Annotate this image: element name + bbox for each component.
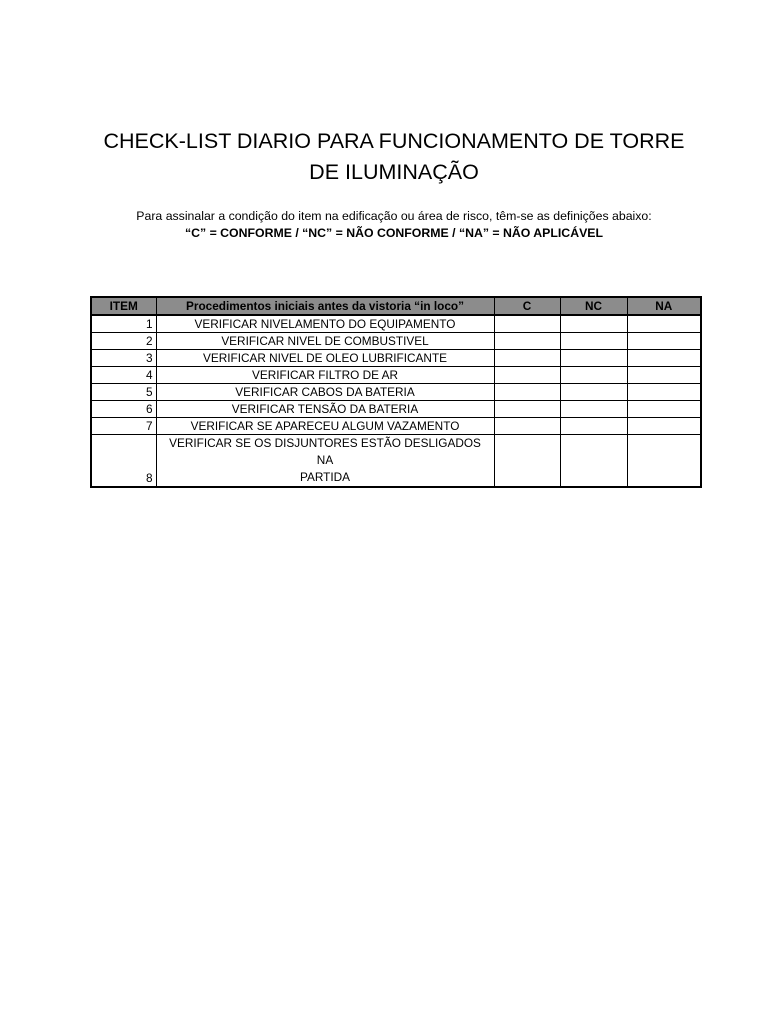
- table-row: [91, 435, 701, 488]
- page-title: [60, 126, 728, 188]
- cell-c[interactable]: [494, 384, 560, 401]
- table-row: [91, 333, 701, 350]
- item-procedure: [156, 435, 494, 488]
- cell-c[interactable]: [494, 333, 560, 350]
- cell-na[interactable]: [627, 333, 701, 350]
- item-procedure: VERIFICAR SE APARECEU ALGUM VAZAMENTO: [156, 418, 494, 435]
- cell-nc[interactable]: [560, 401, 627, 418]
- item-procedure: VERIFICAR NIVEL DE COMBUSTIVEL: [156, 333, 494, 350]
- table-row: [91, 384, 701, 401]
- item-procedure: VERIFICAR NIVEL DE OLEO LUBRIFICANTE: [156, 350, 494, 367]
- cell-c[interactable]: [494, 401, 560, 418]
- title-line-2: DE ILUMINAÇÃO: [309, 160, 479, 185]
- table-row: [91, 401, 701, 418]
- table-row: [91, 350, 701, 367]
- item-procedure: VERIFICAR FILTRO DE AR: [156, 367, 494, 384]
- item-procedure-line-1: VERIFICAR SE OS DISJUNTORES ESTÃO DESLIGADOS NA: [169, 436, 481, 467]
- checklist-table: [90, 296, 702, 488]
- header-na: NA: [627, 297, 701, 315]
- item-number: 6: [91, 401, 156, 418]
- item-procedure-line-2: PARTIDA: [299, 470, 351, 484]
- item-number: 8: [91, 435, 156, 488]
- cell-nc[interactable]: [560, 435, 627, 488]
- item-number: 1: [91, 315, 156, 333]
- cell-nc[interactable]: [560, 350, 627, 367]
- cell-nc[interactable]: [560, 333, 627, 350]
- item-number: 5: [91, 384, 156, 401]
- header-procedure: Procedimentos iniciais antes da vistoria “in loco”: [156, 297, 494, 315]
- header-c: C: [494, 297, 560, 315]
- item-procedure: VERIFICAR NIVELAMENTO DO EQUIPAMENTO: [156, 315, 494, 333]
- intro-instructions: Para assinalar a condição do item na edificação ou área de risco, têm-se as definições abaixo:: [136, 209, 652, 223]
- cell-nc[interactable]: [560, 418, 627, 435]
- cell-na[interactable]: [627, 435, 701, 488]
- cell-na[interactable]: [627, 418, 701, 435]
- cell-nc[interactable]: [560, 315, 627, 333]
- cell-c[interactable]: [494, 435, 560, 488]
- cell-na[interactable]: [627, 350, 701, 367]
- cell-c[interactable]: [494, 315, 560, 333]
- title-line-1: CHECK-LIST DIARIO PARA FUNCIONAMENTO DE TORRE: [103, 129, 685, 154]
- intro-text: [60, 208, 728, 242]
- item-procedure: VERIFICAR TENSÃO DA BATERIA: [156, 401, 494, 418]
- table-row: [91, 315, 701, 333]
- cell-nc[interactable]: [560, 367, 627, 384]
- cell-nc[interactable]: [560, 384, 627, 401]
- cell-c[interactable]: [494, 350, 560, 367]
- cell-c[interactable]: [494, 418, 560, 435]
- cell-c[interactable]: [494, 367, 560, 384]
- table-row: [91, 367, 701, 384]
- intro-definitions: “C” = CONFORME / “NC” = NÃO CONFORME / “NA” = NÃO APLICÁVEL: [184, 226, 603, 240]
- cell-na[interactable]: [627, 384, 701, 401]
- cell-na[interactable]: [627, 367, 701, 384]
- item-number: 4: [91, 367, 156, 384]
- table-header-row: [91, 297, 701, 315]
- cell-na[interactable]: [627, 315, 701, 333]
- cell-na[interactable]: [627, 401, 701, 418]
- item-number: 2: [91, 333, 156, 350]
- header-item: ITEM: [91, 297, 156, 315]
- table-row: [91, 418, 701, 435]
- item-number: 7: [91, 418, 156, 435]
- header-nc: NC: [560, 297, 627, 315]
- item-number: 3: [91, 350, 156, 367]
- item-procedure: VERIFICAR CABOS DA BATERIA: [156, 384, 494, 401]
